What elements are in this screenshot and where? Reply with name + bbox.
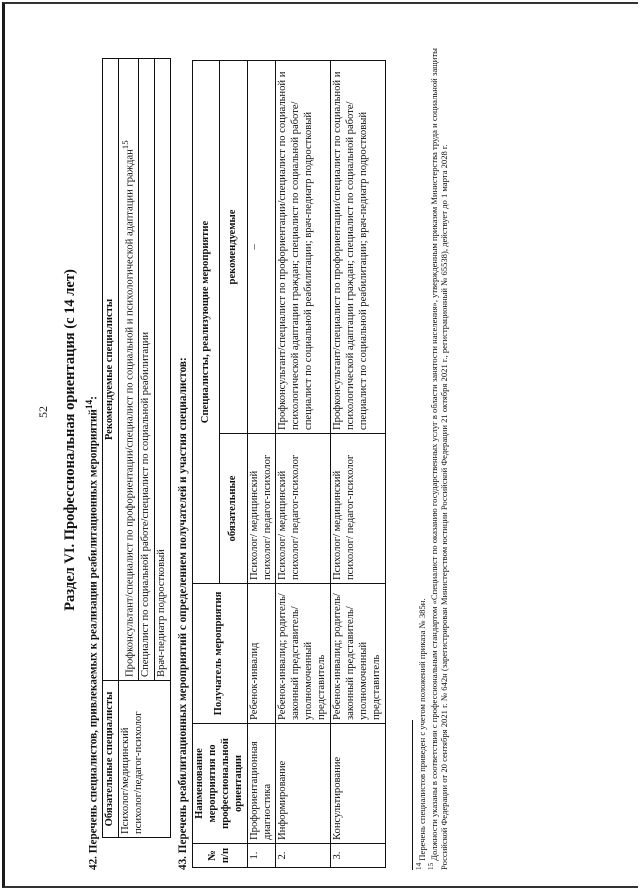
footnote-ref-15: 15 xyxy=(120,140,130,150)
specialists-header: Специалисты, реализующие мероприятие xyxy=(192,61,219,584)
measure-name: Консультирование xyxy=(331,724,386,844)
required-header: обязательные xyxy=(220,434,247,584)
page-number: 52 xyxy=(36,406,50,418)
measure-name: Информирование xyxy=(276,724,331,844)
recipient-header: Получатель мероприятия xyxy=(192,584,247,724)
number-header: № п/п xyxy=(192,844,247,868)
rotated-page-content xyxy=(62,10,450,870)
footnotes xyxy=(412,10,450,870)
measures-table xyxy=(192,60,386,868)
recommended-specialist-cell: Врач-педиатр подростковый xyxy=(155,59,171,681)
recommended-header: рекомендуемые xyxy=(220,61,247,434)
required-specialists-header: Обязательные специалисты xyxy=(103,681,119,838)
recommended-specialists-header: Рекомендуемые специалисты xyxy=(103,59,119,681)
specialists-table xyxy=(102,58,171,838)
recommended-specialists: Профконсультант/специалист по профориентации/специалист по социальной и психологической адаптации граждан; специалист по социальной работе/специалист по социальной реабилитации; врач-педиатр подростковый xyxy=(331,61,386,434)
recommended-specialists: – xyxy=(247,61,276,434)
footnote-14: $^{14}$ Перечень специалистов приведен с учетом положений приказа № 385н. xyxy=(414,598,427,870)
recommended-specialist-cell: Специалист по социальной работе/специалист по социальной реабилитации xyxy=(139,59,155,681)
recipient: Ребенок-инвалид; родитель/ законный представитель/ уполномоченный представитель xyxy=(276,584,331,724)
required-specialists: Психолог/ медицинский психолог/ педагог-психолог xyxy=(247,434,276,584)
footnote-ref-14: 14 xyxy=(84,399,95,410)
table-row xyxy=(331,61,386,868)
measure-name: Профориентационная диагностика xyxy=(247,724,276,844)
recommended-specialists: Профконсультант/специалист по профориентации/специалист по социальной и психологической адаптации граждан; специалист по социальной работе/специалист по социальной реабилитации; врач-педиатр подростковый xyxy=(276,61,331,434)
row-number: 2. xyxy=(276,844,331,868)
section-title: Раздел VI. Профессиональная ориентация (с 14 лет) xyxy=(62,269,78,611)
footnote-15: $^{15}$ Должности указаны в соответствии с профессиональным стандартом «Специалист по оказанию государственных услуг в области занятости населения», утвержденным приказом Министерства труда и социальной защиты Российской Федерации от 20 сентября 2021 г. № 642н (зарегистрирован Министерством юстиции Российской Федерации 21 октября 2021 г., регистрационный № 65538), действует до 1 марта 2028 г. xyxy=(427,48,450,870)
section-42-heading: 42. Перечень специалистов, привлекаемых к реализации реабилитационных мероприятий$^{14}$: xyxy=(84,396,100,870)
recipient: Ребенок-инвалид; родитель/ законный представитель/ уполномоченный представитель xyxy=(331,584,386,724)
table-row xyxy=(276,61,331,868)
recipient: Ребенок-инвалид xyxy=(247,584,276,724)
row-number: 1. xyxy=(247,844,276,868)
required-specialist-cell: Психолог/медицинский психолог/педагог-психолог xyxy=(119,681,171,838)
required-specialists: Психолог/ медицинский психолог/ педагог-психолог xyxy=(276,434,331,584)
footnote-divider xyxy=(412,720,413,870)
row-number: 3. xyxy=(331,844,386,868)
measure-name-header: Наименование мероприятия по профессиональной ориентации xyxy=(192,724,247,844)
required-specialists: Психолог/ медицинский психолог/ педагог-психолог xyxy=(331,434,386,584)
section-43-heading: 43. Перечень реабилитационных мероприятий с определением получателей и участия специалистов: xyxy=(177,357,190,870)
recommended-specialist-cell: Профконсультант/специалист по профориентации/специалист по социальной и психологической адаптации граждан$^{15}$ xyxy=(119,59,139,681)
table-row xyxy=(247,61,276,868)
